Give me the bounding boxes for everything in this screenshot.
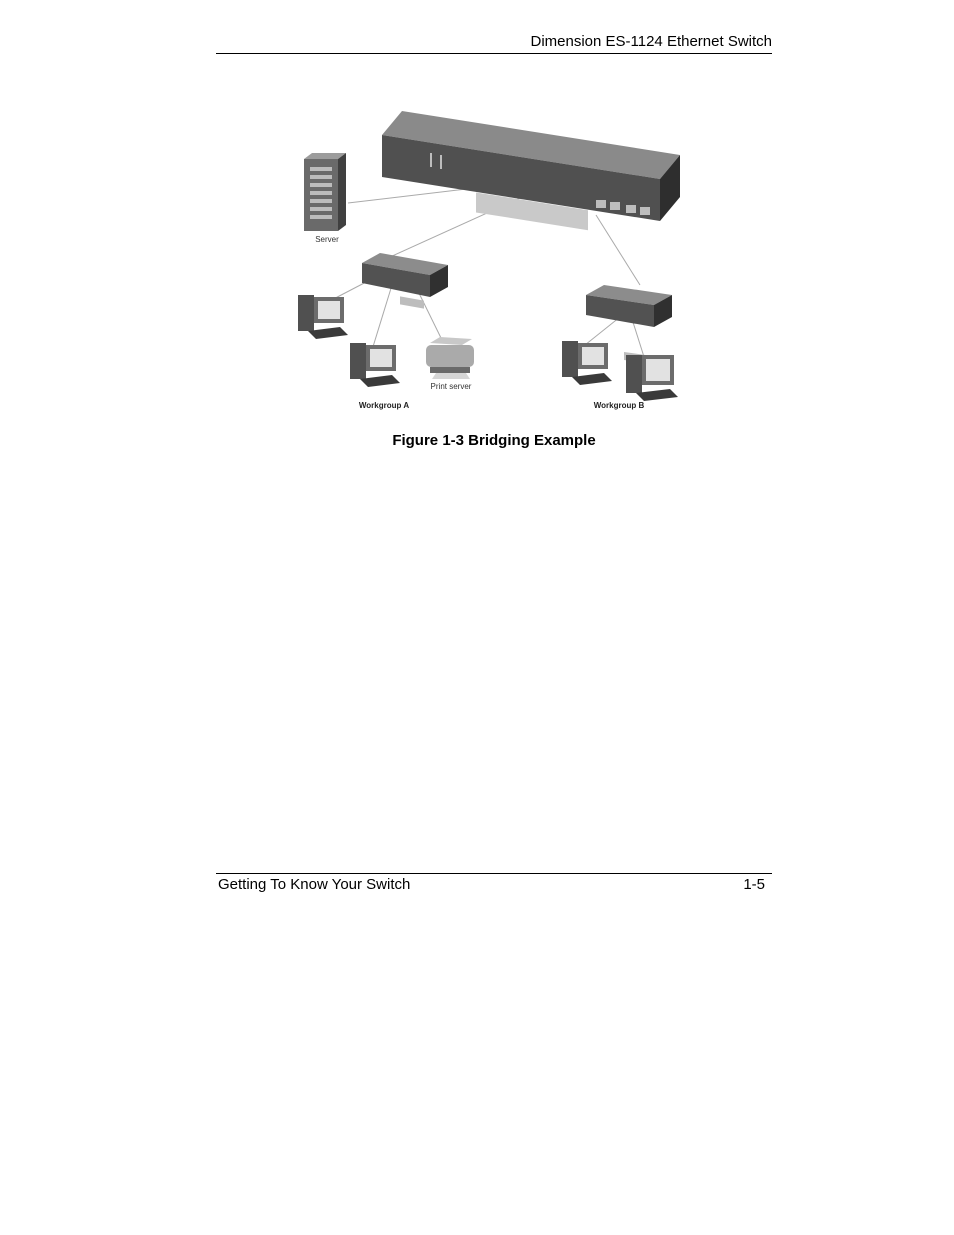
footer-chapter: Getting To Know Your Switch	[218, 876, 411, 893]
footer-rule	[216, 873, 772, 874]
header-rule	[216, 53, 772, 54]
printer-icon	[426, 337, 474, 379]
pc-icon	[298, 295, 348, 339]
pc-icon	[626, 355, 678, 401]
workgroup-a-switch	[362, 253, 448, 309]
cable-a-pc2	[372, 285, 392, 350]
pc-icon	[350, 343, 400, 387]
main-switch	[382, 111, 680, 230]
cable-b-pc1	[585, 317, 620, 345]
pc-icon	[562, 341, 612, 385]
page-number: 1-5	[743, 876, 765, 893]
running-header: Dimension ES-1124 Ethernet Switch	[530, 33, 772, 50]
cable-workgroup-b	[596, 215, 640, 285]
workgroup-a-label: Workgroup A	[358, 401, 410, 410]
print-server-label: Print server	[430, 382, 472, 391]
server-label: Server	[315, 235, 339, 244]
workgroup-b-label: Workgroup B	[593, 401, 645, 410]
bridging-diagram	[290, 105, 690, 415]
server-icon	[304, 153, 346, 231]
figure-caption: Figure 1-3 Bridging Example	[392, 432, 596, 449]
